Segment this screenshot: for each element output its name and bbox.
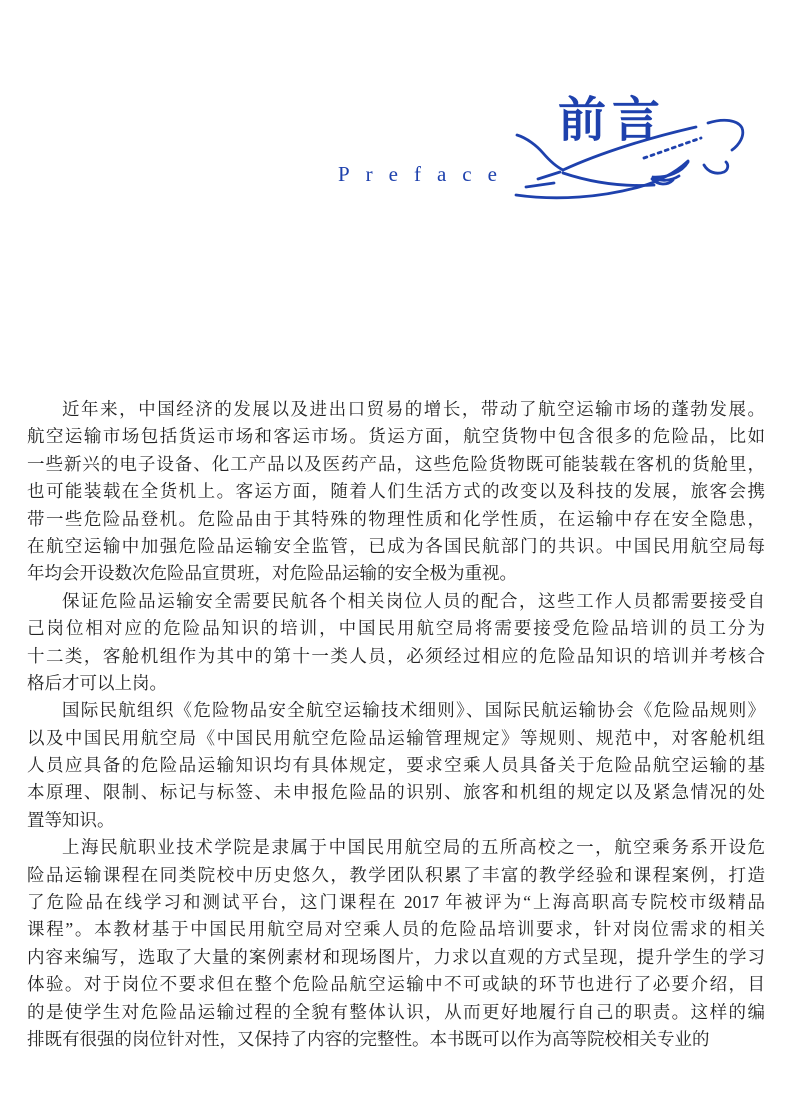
text-line: 置等知识。 <box>27 809 115 830</box>
text-line: 在航空运输中加强危险品运输安全监管，已成为各国民航部门的共识。中国民用航空局每 <box>27 535 765 556</box>
text-line: 一些新兴的电子设备、化工产品以及医药产品，这些危险货物既可能装载在客机的货舱里， <box>27 453 765 474</box>
text-line: 本原理、限制、标记与标签、未申报危险品的识别、旅客和机组的规定以及紧急情况的处 <box>27 782 765 803</box>
text-line: 近年来，中国经济的发展以及进出口贸易的增长，带动了航空运输市场的蓬勃发展。 <box>62 399 765 419</box>
text-line: 了危险品在线学习和测试平台，这门课程在 2017 年被评为“上海高职高专院校市级精品 <box>27 892 765 913</box>
preface-paragraphs <box>27 396 765 1053</box>
text-line: 体验。对于岗位不要求但在整个危险品航空运输中不可或缺的环节也进行了必要介绍，目 <box>27 974 765 995</box>
text-line: 人员应具备的危险品运输知识均有具体规定，要求空乘人员具备关于危险品航空运输的基 <box>27 755 765 776</box>
page-title: 前言 <box>558 94 667 147</box>
text-line: 格后才可以上岗。 <box>27 672 167 693</box>
text-line: 十二类，客舱机组作为其中的第十一类人员，必须经过相应的危险品知识的培训并考核合 <box>27 645 765 666</box>
text-line: 己岗位相对应的危险品知识的培训，中国民用航空局将需要接受危险品培训的员工分为 <box>27 618 765 639</box>
text-line: 险品运输课程在同类院校中历史悠久，教学团队积累了丰富的教学经验和课程案例，打造 <box>27 864 765 885</box>
nose-underline-curl <box>704 162 728 173</box>
text-line: 的是使学生对危险品运输过程的全貌有整体认识，从而更好地履行自己的职责。这样的编 <box>27 1001 765 1022</box>
speed-dash-1 <box>538 172 560 179</box>
airplane-sketch-icon <box>330 95 750 210</box>
tail-stroke <box>517 135 563 170</box>
page-title-english: Preface <box>338 162 513 186</box>
text-line: 也可能装载在全货机上。客运方面，随着人们生活方式的改变以及科技的发展，旅客会携 <box>27 481 765 502</box>
text-line: 上海民航职业技术学院是隶属于中国民用航空局的五所高校之一，航空乘务系开设危 <box>62 837 765 858</box>
text-line: 以及中国民用航空局《中国民用航空危险品运输管理规定》等规则、规范中，对客舱机组 <box>27 727 765 748</box>
text-line: 排既有很强的岗位针对性，又保持了内容的完整性。本书既可以作为高等院校相关专业的 <box>27 1028 710 1049</box>
text-line: 内容来编写，选取了大量的案例素材和现场图片，力求以直观的方式呈现，提升学生的学习 <box>27 946 765 967</box>
lower-fuselage-line <box>563 173 654 186</box>
text-line: 年均会开设数次危险品宣贯班，对危险品运输的安全极为重视。 <box>27 563 517 584</box>
text-line: 保证危险品运输安全需要民航各个相关岗位人员的配合，这些工作人员都需要接受自 <box>62 590 765 611</box>
text-line: 课程”。本教材基于中国民用航空局对空乘人员的危险品培训要求，针对岗位需求的相关 <box>27 919 765 940</box>
nose-curve <box>708 120 743 150</box>
text-line: 航空运输市场包括货运市场和客运市场。货运方面，航空货物中包含很多的危险品，比如 <box>27 426 765 447</box>
text-line: 带一些危险品登机。危险品由于其特殊的物理性质和化学性质，在运输中存在安全隐患， <box>27 508 765 529</box>
speed-dash-2 <box>526 183 554 187</box>
text-line: 国际民航组织《危险物品安全航空运输技术细则》、国际民航运输协会《危险品规则》 <box>62 700 765 721</box>
